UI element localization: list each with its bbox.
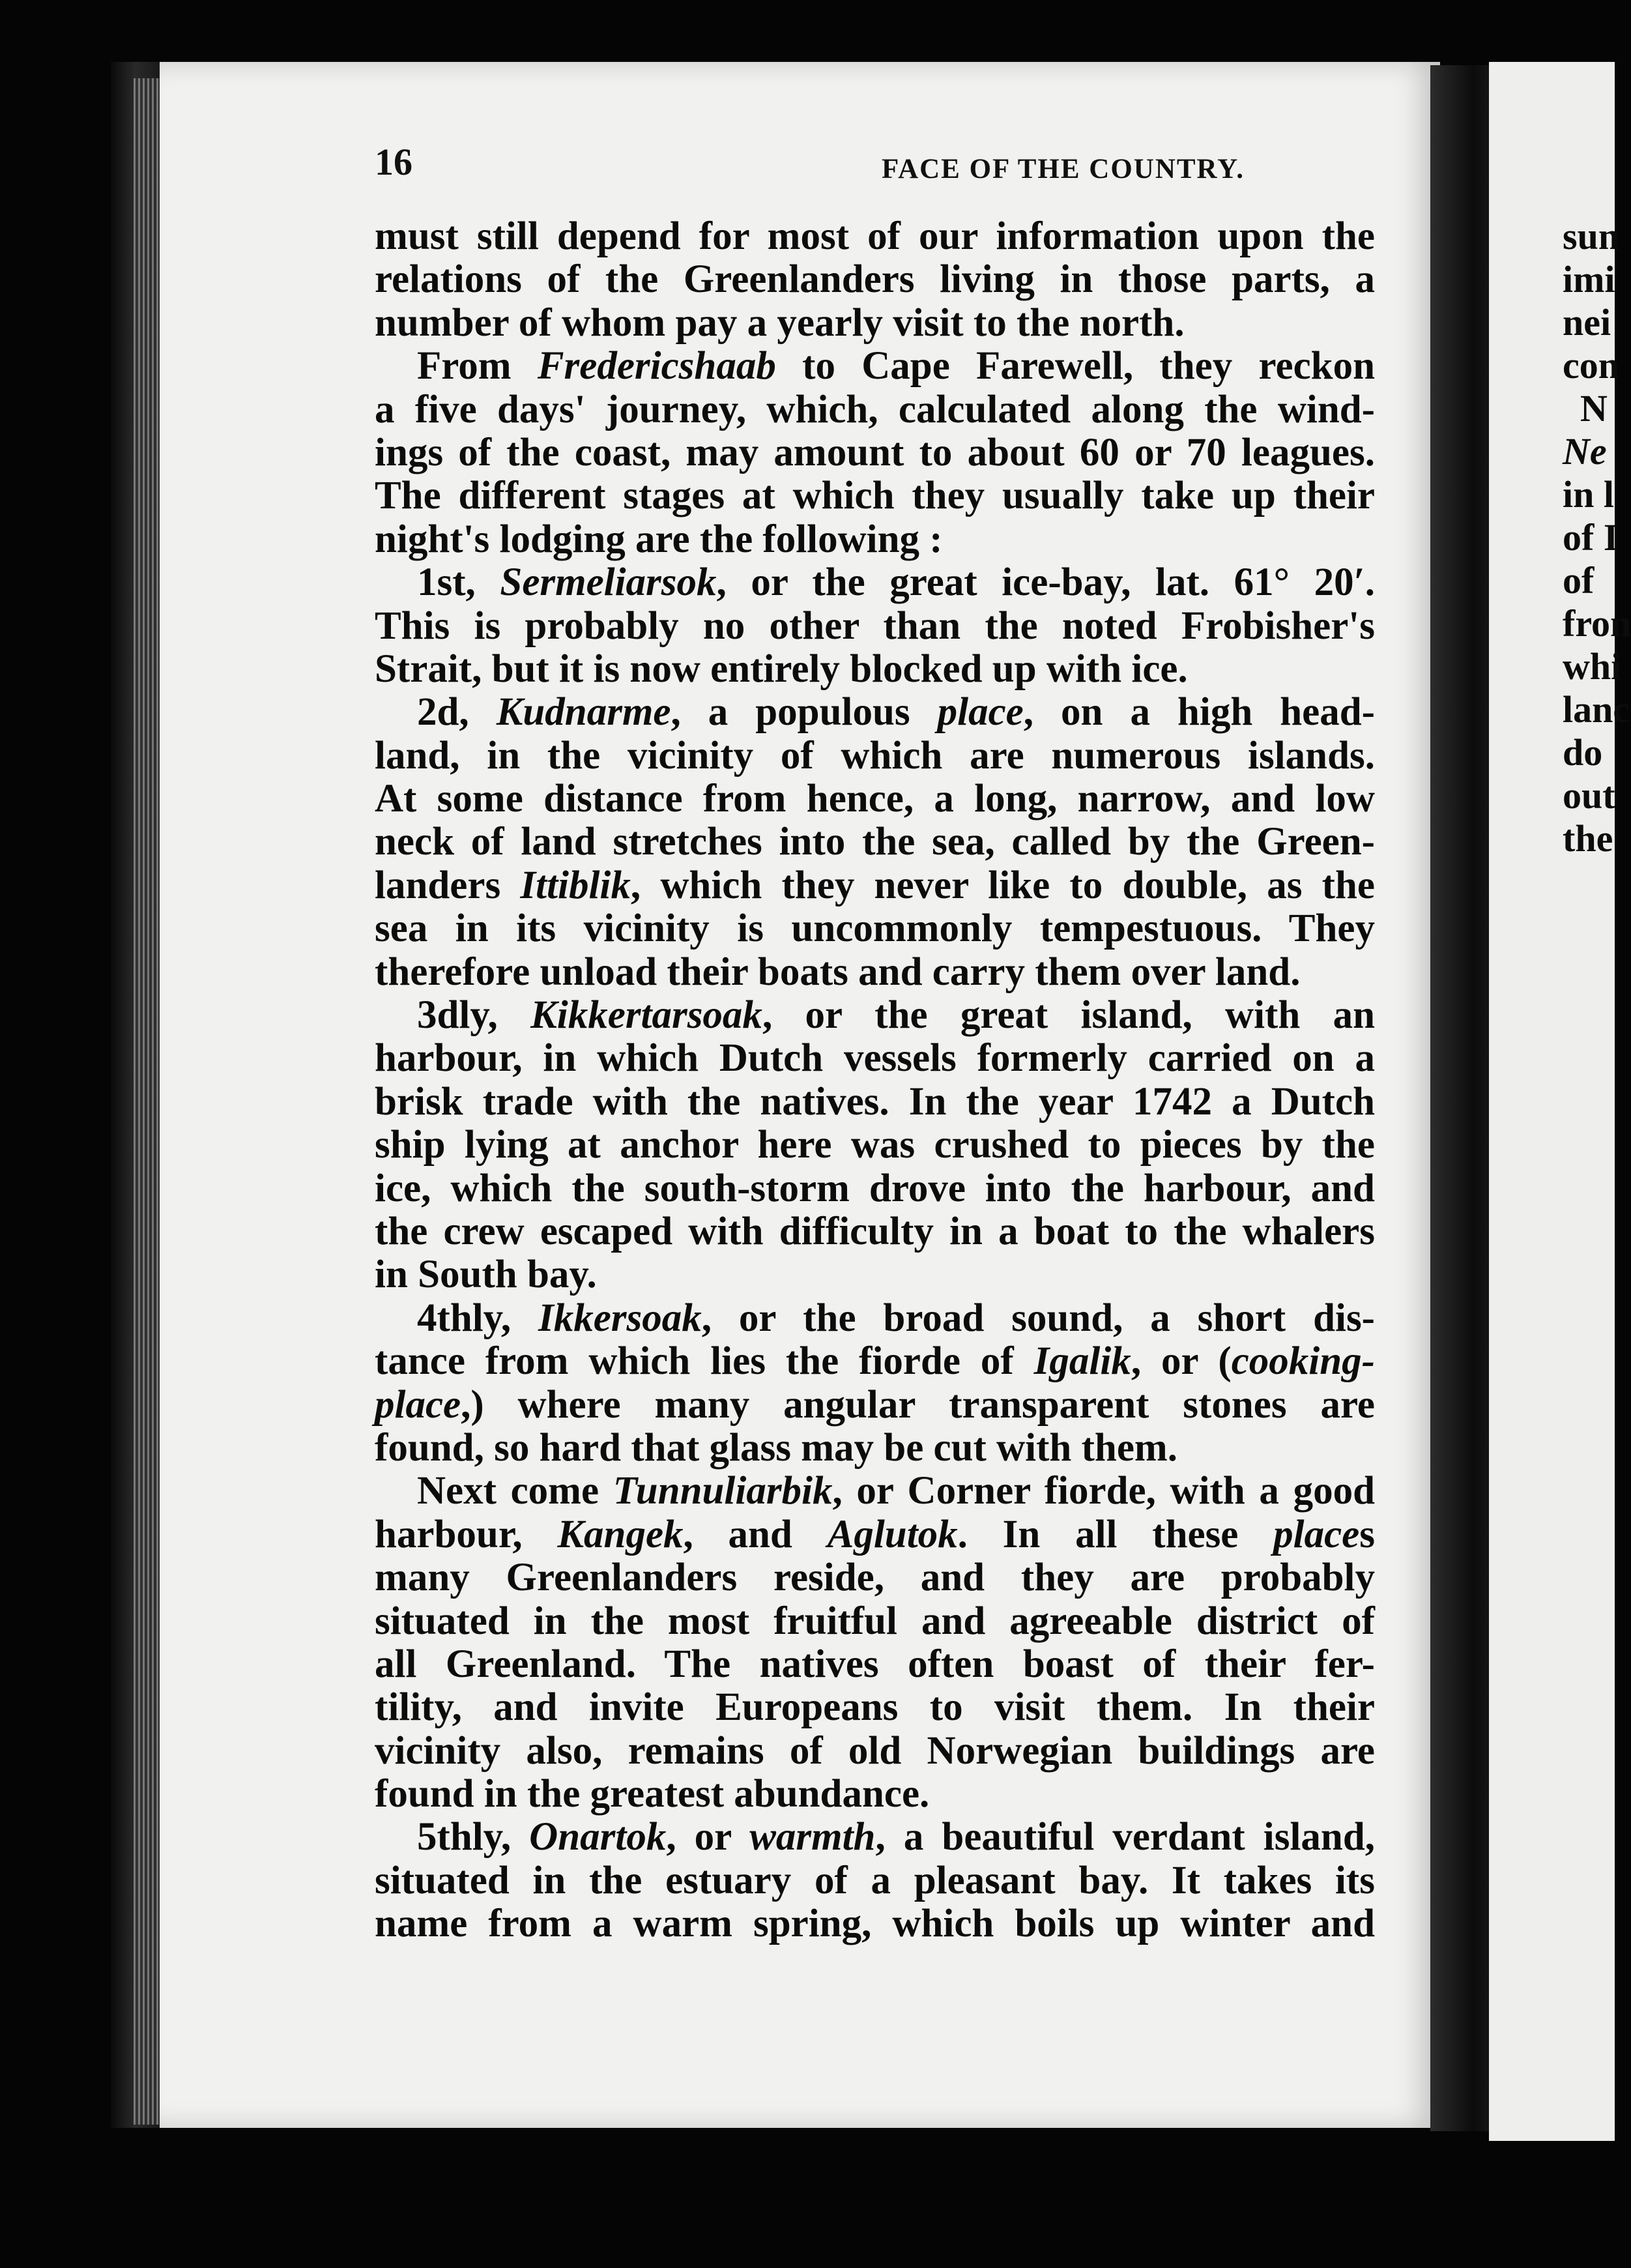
text-line: 1st, Sermeliarsok, or the great ice-bay, lat. 61° 20′.	[417, 560, 1375, 605]
facing-page-fragment: the	[1563, 817, 1613, 860]
text-line: situated in the estuary of a pleasant bay. It takes its	[375, 1858, 1375, 1902]
page-title: FACE OF THE COUNTRY.	[882, 154, 1245, 184]
text-line: brisk trade with the natives. In the year 1742 a Dutch	[375, 1079, 1375, 1124]
text-line: The different stages at which they usually take up their	[375, 474, 1375, 518]
text-line: This is probably no other than the noted Frobisher's	[375, 603, 1375, 648]
text-line: must still depend for most of our information upon the	[375, 214, 1375, 258]
text-line: relations of the Greenlanders living in those parts, a	[375, 257, 1375, 302]
facing-page-fragment: lanc	[1563, 688, 1630, 731]
text-line: ings of the coast, may amount to about 60 or 70 leagues.	[375, 430, 1375, 474]
text-line: tility, and invite Europeans to visit them. In their	[375, 1685, 1375, 1730]
facing-page-fragment: of	[1563, 559, 1595, 602]
facing-page-fragment: in l	[1563, 473, 1614, 516]
text-line: neck of land stretches into the sea, called by the Green-	[375, 820, 1375, 864]
text-line: all Greenland. The natives often boast of their fer-	[375, 1642, 1375, 1686]
facing-page-fragment: N	[1580, 387, 1608, 429]
text-line: number of whom pay a yearly visit to the north.	[375, 300, 1185, 345]
facing-page-fragment: nei	[1563, 301, 1611, 343]
text-line: Strait, but it is now entirely blocked up with ice.	[375, 647, 1188, 691]
text-line: tance from which lies the fiorde of Igalik, or (cooking-	[375, 1339, 1375, 1384]
facing-page-fragment: out	[1563, 774, 1615, 817]
text-line: vicinity also, remains of old Norwegian buildings are	[375, 1728, 1375, 1773]
text-line: many Greenlanders reside, and they are probably	[375, 1556, 1375, 1600]
facing-page-fragment: fron	[1563, 602, 1631, 645]
text-line: 3dly, Kikkertarsoak, or the great island, with an	[417, 993, 1376, 1038]
text-line: sea in its vicinity is uncommonly tempestuous. They	[375, 907, 1375, 951]
text-line: found in the greatest abundance.	[375, 1772, 930, 1816]
text-line: harbour, Kangek, and Aglutok. In all these places	[375, 1512, 1376, 1556]
page-number: 16	[375, 141, 412, 183]
text-line: From Fredericshaab to Cape Farewell, they reckon	[417, 344, 1375, 388]
text-line: found, so hard that glass may be cut with them.	[375, 1425, 1177, 1470]
facing-page-fragment: do	[1563, 731, 1603, 774]
text-line: ship lying at anchor here was crushed to pieces by the	[375, 1123, 1375, 1167]
facing-page-fragment: con	[1563, 344, 1619, 386]
text-line: place,) where many angular transparent stones are	[375, 1382, 1375, 1427]
text-line: situated in the most fruitful and agreeable district of	[375, 1599, 1375, 1643]
facing-page-fragment: sun	[1563, 215, 1620, 257]
text-line: landers Ittiblik, which they never like to double, as the	[375, 863, 1375, 907]
text-line: Next come Tunnuliarbik, or Corner fiorde, with a good	[417, 1469, 1375, 1513]
text-line: At some distance from hence, a long, narrow, and low	[375, 777, 1375, 821]
facing-page-fragment: of I	[1563, 516, 1619, 559]
text-line: the crew escaped with difficulty in a boat to the whalers	[375, 1209, 1375, 1253]
text-line: ice, which the south-storm drove into the harbour, and	[375, 1166, 1375, 1210]
text-line: 5thly, Onartok, or warmth, a beautiful verdant island,	[417, 1815, 1375, 1859]
text-line: harbour, in which Dutch vessels formerly carried on a	[375, 1036, 1375, 1081]
text-line: 2d, Kudnarme, a populous place, on a high head-	[417, 690, 1375, 734]
text-line: land, in the vicinity of which are numerous islands.	[375, 733, 1375, 778]
text-line: in South bay.	[375, 1253, 597, 1297]
text-line: a five days' journey, which, calculated along the wind-	[375, 387, 1375, 431]
text-line: therefore unload their boats and carry them over land.	[375, 950, 1301, 994]
facing-page-fragment: imi	[1563, 258, 1615, 300]
text-line: night's lodging are the following :	[375, 517, 943, 561]
facing-page-fragment: Ne	[1563, 430, 1607, 472]
text-line: name from a warm spring, which boils up winter and	[375, 1902, 1375, 1946]
body-text	[375, 215, 1375, 1946]
text-line: 4thly, Ikkersoak, or the broad sound, a short dis-	[417, 1296, 1375, 1340]
facing-page-fragment: whi	[1563, 645, 1622, 688]
